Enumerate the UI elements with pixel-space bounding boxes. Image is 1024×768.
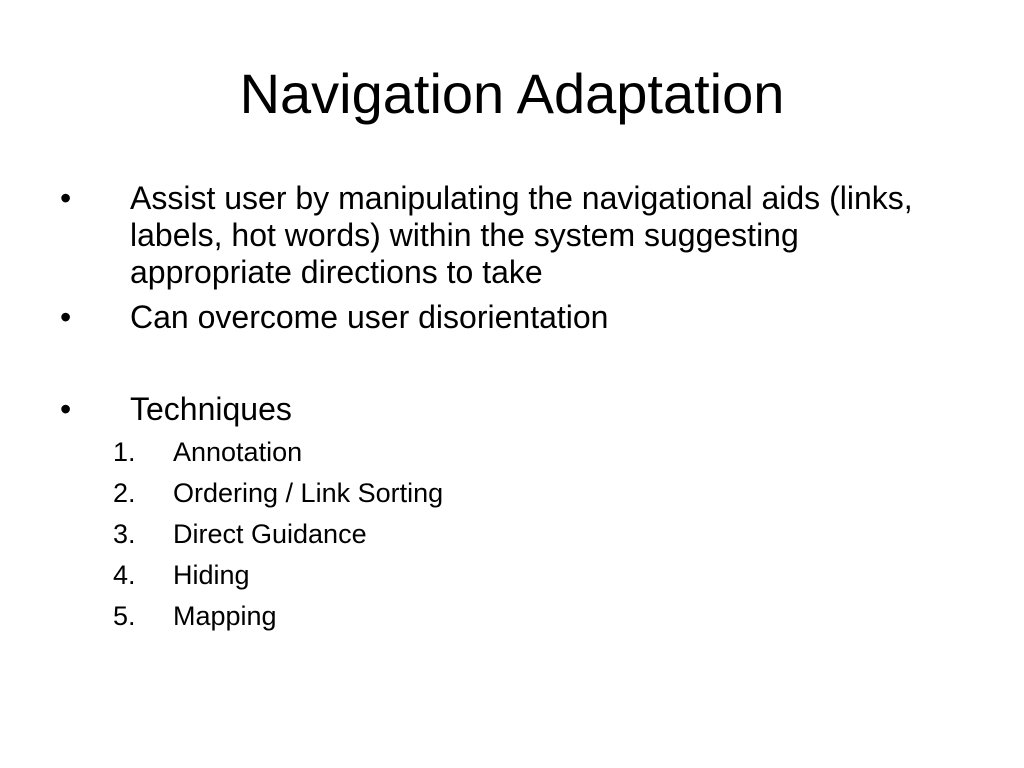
technique-item — [0, 514, 1024, 555]
bullet-item-assist — [0, 180, 1024, 291]
bullet-text: Can overcome user disorientation — [130, 299, 609, 335]
technique-number: 5. — [113, 601, 136, 631]
technique-item — [0, 473, 1024, 514]
technique-number: 2. — [113, 478, 136, 508]
technique-item — [0, 596, 1024, 637]
bullet-list — [0, 180, 1024, 637]
technique-item — [0, 432, 1024, 473]
bullet-text: Techniques — [130, 391, 292, 427]
techniques-list — [0, 432, 1024, 637]
technique-label: Mapping — [173, 601, 277, 631]
bullet-marker: • — [60, 299, 72, 335]
bullet-marker: • — [60, 180, 72, 216]
bullet-item-disorientation — [0, 299, 1024, 336]
technique-label: Annotation — [173, 437, 303, 467]
bullet-item-techniques — [0, 391, 1024, 428]
technique-number: 3. — [113, 519, 136, 549]
technique-label: Hiding — [173, 560, 250, 590]
spacer — [0, 291, 1024, 299]
techniques-container — [0, 432, 1024, 637]
slide-title: Navigation Adaptation — [239, 62, 785, 125]
technique-item — [0, 555, 1024, 596]
bullet-marker: • — [60, 391, 72, 427]
technique-label: Direct Guidance — [173, 519, 367, 549]
technique-number: 4. — [113, 560, 136, 590]
technique-label: Ordering / Link Sorting — [173, 478, 444, 508]
spacer — [0, 336, 1024, 391]
technique-number: 1. — [113, 437, 136, 467]
bullet-text: Assist user by manipulating the navigational aids (links, labels, hot words) within the system suggesting appropriate directions to take — [130, 180, 913, 290]
